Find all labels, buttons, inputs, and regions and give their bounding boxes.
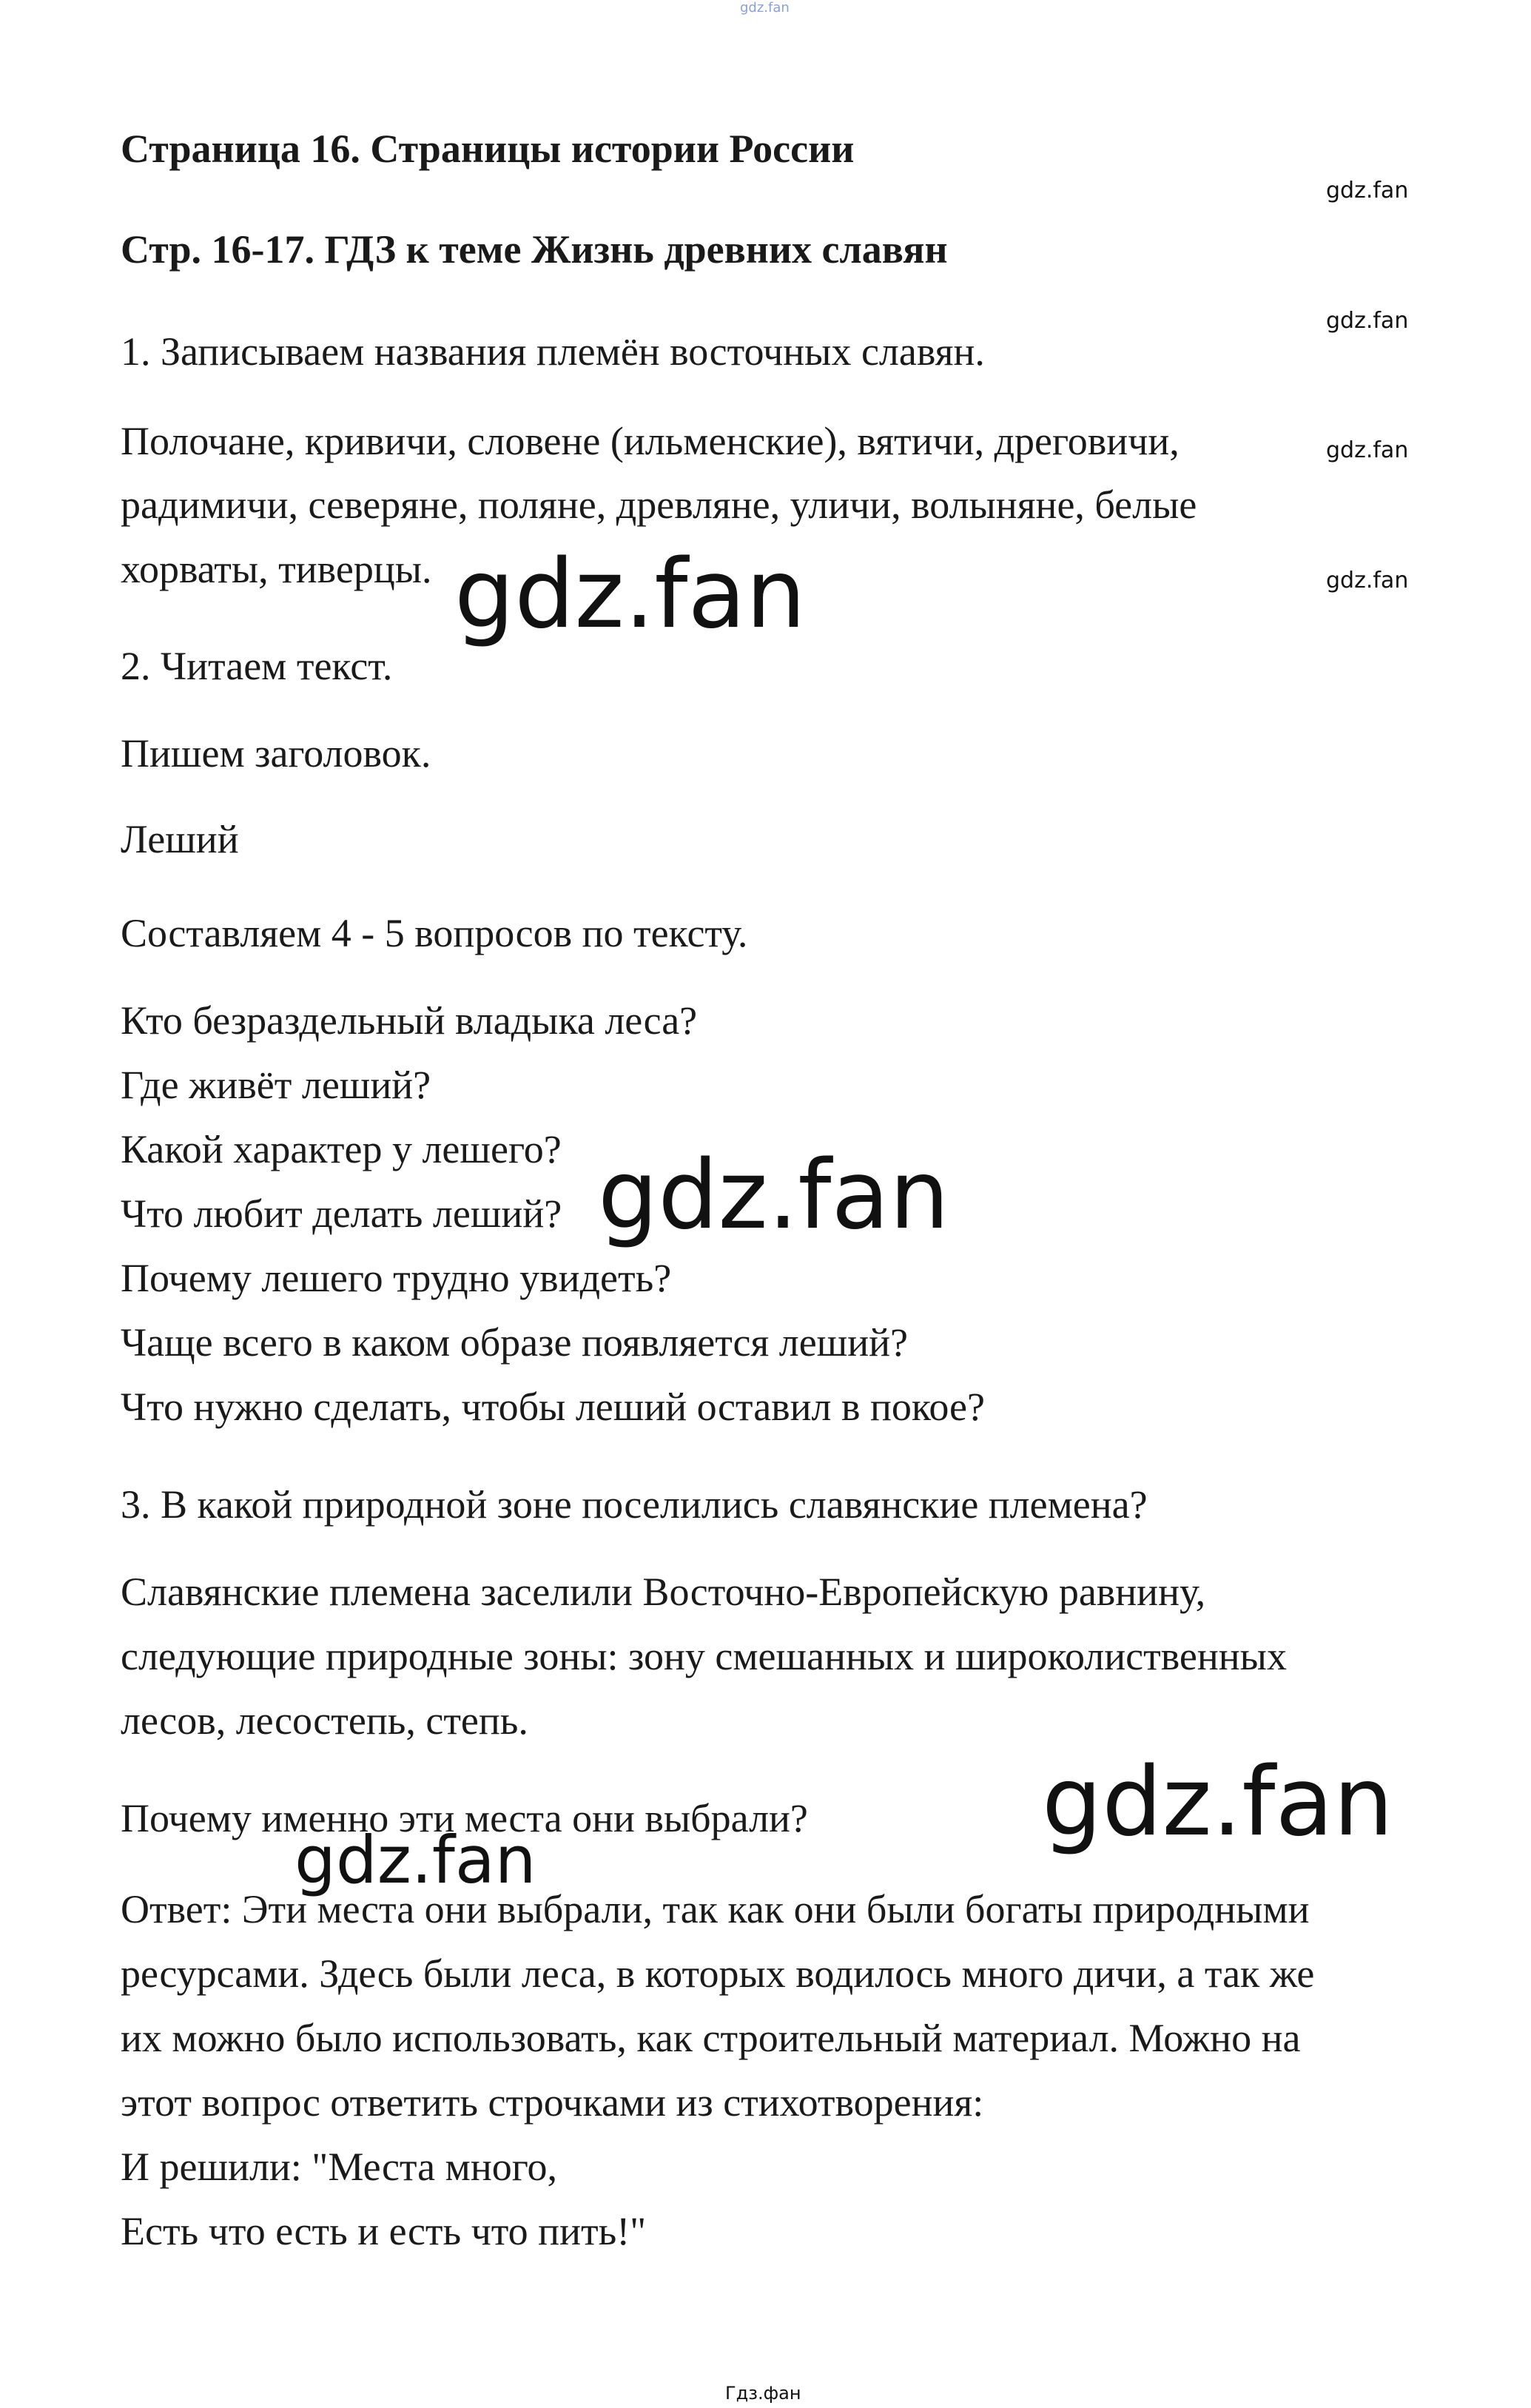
poem-line: Есть что есть и есть что пить!" (121, 2209, 647, 2253)
task2-prompt: 2. Читаем текст. (121, 644, 393, 688)
task2-question: Где живёт леший? (121, 1063, 431, 1107)
big-watermark: gdz.fan (454, 539, 806, 650)
task2-question: Что нужно сделать, чтобы леший оставил в покое? (121, 1385, 985, 1429)
task3-why-answer-line: этот вопрос ответить строчками из стихотворения: (121, 2080, 984, 2125)
poem-line: И решили: "Места много, (121, 2145, 558, 2189)
task3-prompt: 3. В какой природной зоне поселились славянские племена? (121, 1482, 1148, 1527)
page-title: Страница 16. Страницы истории России (121, 127, 855, 171)
task2-title-answer: Леший (121, 817, 239, 861)
task3-why-answer-line: их можно было использовать, как строительный материал. Можно на (121, 2016, 1301, 2060)
task1-answer-line: хорваты, тиверцы. (121, 547, 432, 591)
task3-why-answer-line: Ответ: Эти места они выбрали, так как они были богаты природными (121, 1887, 1310, 1931)
big-watermark: gdz.fan (1042, 1747, 1393, 1857)
top-watermark: gdz.fan (740, 0, 790, 16)
task2-title-prompt: Пишем заголовок. (121, 731, 431, 776)
section-title: Стр. 16-17. ГДЗ к теме Жизнь древних славян (121, 227, 948, 272)
task2-question: Что любит делать леший? (121, 1191, 562, 1236)
task1-answer-line: Полочане, кривичи, словене (ильменские), вятичи, дреговичи, (121, 419, 1180, 463)
task2-questions-prompt: Составляем 4 - 5 вопросов по тексту. (121, 911, 748, 955)
task2-question: Чаще всего в каком образе появляется леший? (121, 1320, 909, 1365)
mid-watermark: gdz.fan (295, 1822, 536, 1898)
side-watermark: gdz.fan (1326, 308, 1409, 334)
side-watermark: gdz.fan (1326, 178, 1409, 204)
task1-prompt: 1. Записываем названия племён восточных славян. (121, 329, 985, 374)
task3-answer-line: лесов, лесостепь, степь. (121, 1698, 528, 1743)
task2-question: Кто безраздельный владыка леса? (121, 998, 698, 1043)
task3-answer-line: следующие природные зоны: зону смешанных и широколиственных (121, 1634, 1287, 1678)
side-watermark: gdz.fan (1326, 437, 1409, 463)
side-watermark: gdz.fan (1326, 568, 1409, 593)
task2-question: Какой характер у лешего? (121, 1127, 562, 1171)
big-watermark: gdz.fan (598, 1140, 949, 1251)
footer-text: Гдз.фан (725, 2383, 801, 2404)
task3-why-prompt: Почему именно эти места они выбрали? (121, 1796, 808, 1840)
task3-why-answer-line: ресурсами. Здесь были леса, в которых водилось много дичи, а так же (121, 1951, 1315, 1996)
task1-answer-line: радимичи, северяне, поляне, древляне, уличи, волыняне, белые (121, 482, 1197, 527)
task3-answer-line: Славянские племена заселили Восточно-Европейскую равнину, (121, 1570, 1206, 1614)
task2-question: Почему лешего трудно увидеть? (121, 1256, 672, 1300)
